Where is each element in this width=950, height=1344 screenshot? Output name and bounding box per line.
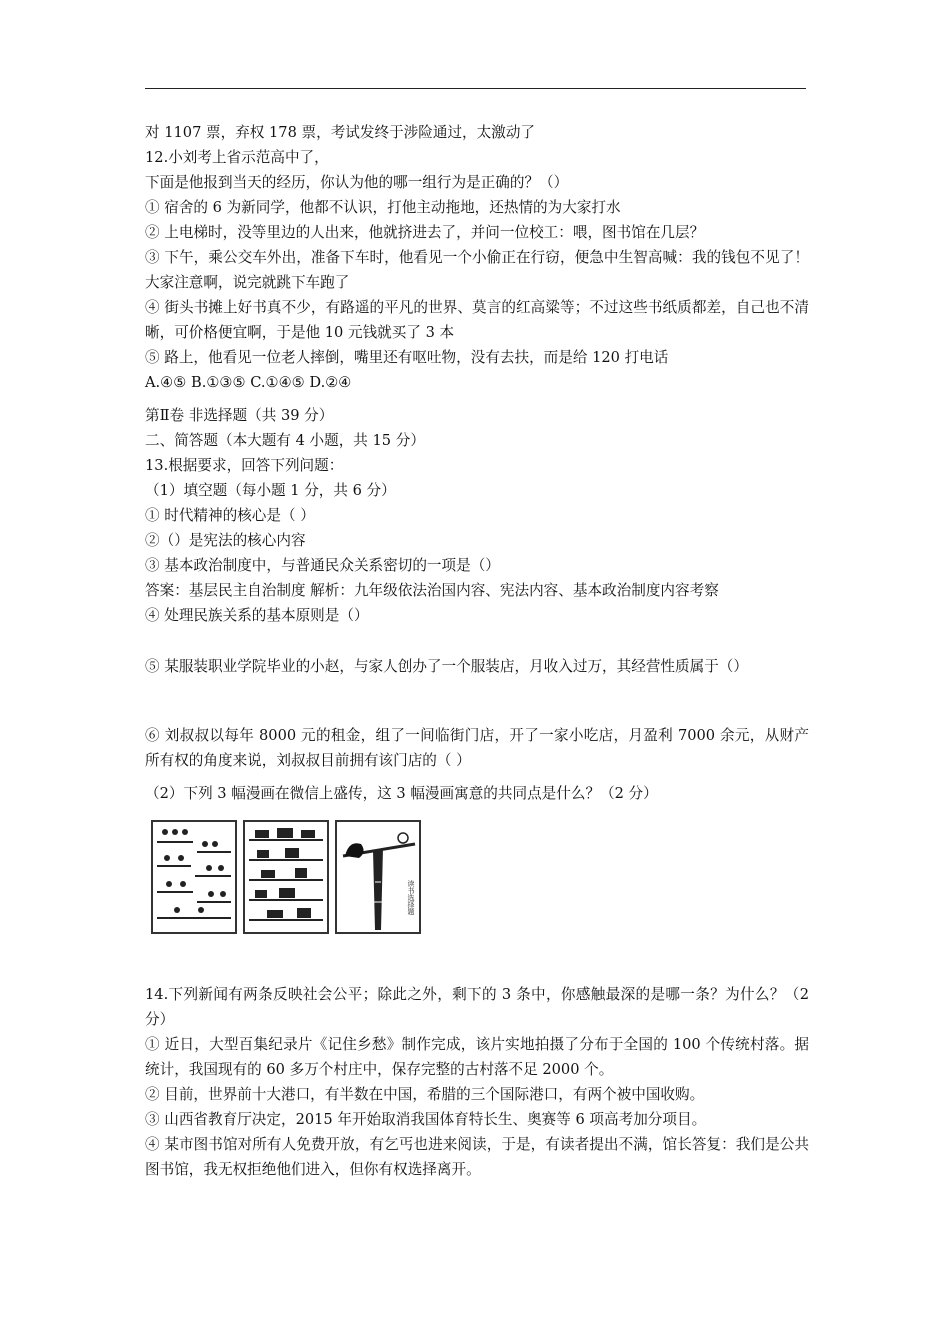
- document-body: [145, 120, 809, 1182]
- cartoon-1-image: [151, 820, 237, 934]
- question-13-title: 13.根据要求，回答下列问题：: [145, 457, 344, 474]
- header-rule: [145, 88, 806, 89]
- news-3: ③ 山西省教育厅决定，2015 年开始取消我国体育特长生、奥赛等 6 项高考加分项目。: [145, 1111, 707, 1128]
- option-3: ③ 下午，乘公交车外出，准备下车时，他看见一个小偷正在行窃，便急中生智高喊：我的钱包不见了！大家注意啊，说完就跳下车跑了: [145, 249, 809, 291]
- cartoon-3-caption: 读书选择题: [407, 880, 415, 915]
- question-12-title: 12.小刘考上省示范高中了，: [145, 149, 329, 166]
- fill-blank-heading: （1）填空题（每小题 1 分，共 6 分）: [145, 482, 396, 499]
- blank-5: ⑤ 某服装职业学院毕业的小赵，与家人创办了一个服装店，月收入过万，其经营性质属于（）: [145, 658, 748, 675]
- cartoon-2-image: [243, 820, 329, 934]
- blank-6: ⑥ 刘叔叔以每年 8000 元的租金，组了一间临街门店，开了一家小吃店，月盈利 7000 余元，从财产所有权的角度来说，刘叔叔目前拥有该门店的（ ）: [145, 727, 809, 769]
- answer-choices: A.④⑤ B.①③⑤ C.①④⑤ D.②④: [145, 374, 352, 391]
- question-14-title: 14.下列新闻有两条反映社会公平；除此之外，剩下的 3 条中，你感触最深的是哪一条？为什么？（2 分）: [145, 986, 809, 1028]
- blank-4: ④ 处理民族关系的基本原则是（）: [145, 607, 369, 624]
- short-answer-heading: 二、简答题（本大题有 4 小题，共 15 分）: [145, 432, 425, 449]
- cartoon-strip: [151, 820, 809, 934]
- cartoon-3-image: [335, 820, 421, 934]
- option-2: ② 上电梯时，没等里边的人出来，他就挤进去了，并问一位校工：喂，图书馆在几层？: [145, 224, 705, 241]
- blank-1: ① 时代精神的核心是（ ）: [145, 507, 315, 524]
- text-line: 对 1107 票，弃权 178 票，考试发终于涉险通过，太激动了: [145, 124, 536, 141]
- question-12-stem: 下面是他报到当天的经历，你认为他的哪一组行为是正确的？（）: [145, 174, 569, 191]
- blank-3: ③ 基本政治制度中，与普通民众关系密切的一项是（）: [145, 557, 500, 574]
- news-4: ④ 某市图书馆对所有人免费开放，有乞丐也进来阅读，于是，有读者提出不满，馆长答复：我们是公共图书馆，我无权拒绝他们进入，但你有权选择离开。: [145, 1136, 809, 1178]
- option-1: ① 宿舍的 6 为新同学，他都不认识，打他主动拖地，还热情的为大家打水: [145, 199, 621, 216]
- blank-3-answer: 答案：基层民主自治制度 解析：九年级依法治国内容、宪法内容、基本政治制度内容考察: [145, 582, 719, 599]
- option-5: ⑤ 路上，他看见一位老人摔倒，嘴里还有呕吐物，没有去扶，而是给 120 打电话: [145, 349, 669, 366]
- section-2-title: 第Ⅱ卷 非选择题（共 39 分）: [145, 407, 334, 424]
- option-4: ④ 街头书摊上好书真不少，有路遥的平凡的世界、莫言的红高粱等；不过这些书纸质都差，自己也不清晰，可价格便宜啊，于是他 10 元钱就买了 3 本: [145, 299, 809, 341]
- blank-2: ②（）是宪法的核心内容: [145, 532, 306, 549]
- news-2: ② 目前，世界前十大港口，有半数在中国，希腊的三个国际港口，有两个被中国收购。: [145, 1086, 705, 1103]
- news-1: ① 近日，大型百集纪录片《记住乡愁》制作完成，该片实地拍摄了分布于全国的 100 个传统村落。据统计，我国现有的 60 多万个村庄中，保存完整的古村落不足 2000 个。: [145, 1036, 809, 1078]
- question-13-part-2: （2）下列 3 幅漫画在微信上盛传，这 3 幅漫画寓意的共同点是什么？（2 分）: [145, 785, 658, 802]
